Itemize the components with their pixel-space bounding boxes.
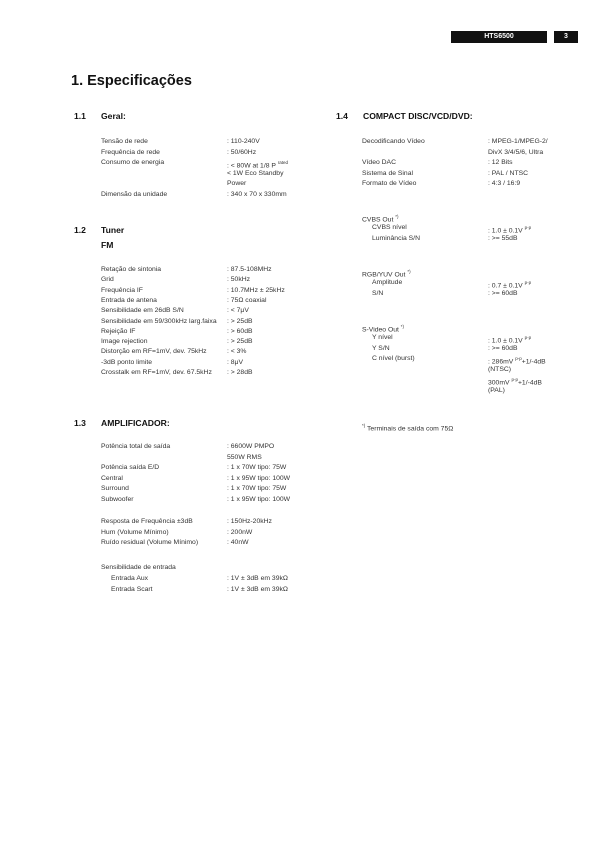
spec-label: -3dB ponto limite bbox=[101, 358, 153, 366]
spec-label: Retação de sintonia bbox=[101, 266, 162, 273]
spec-value: : > 25dB bbox=[227, 338, 253, 346]
spec-value: : 8μV bbox=[227, 358, 244, 366]
spec-label: Image rejection bbox=[101, 338, 148, 346]
spec-label: S/N bbox=[372, 289, 384, 297]
spec-label: Hum (Volume Mínimo) bbox=[101, 528, 169, 536]
spec-value: : 1.0 ± 0.1V $^{p-p}$ bbox=[488, 225, 532, 235]
spec-value: 550W RMS bbox=[227, 453, 262, 461]
spec-label: Frequência IF bbox=[101, 286, 143, 294]
spec-label: Amplitude bbox=[372, 279, 403, 286]
spec-label: C nível (burst) bbox=[372, 355, 415, 362]
spec-label: Subwoofer bbox=[101, 495, 134, 503]
spec-label: Potência saída E/D bbox=[101, 464, 160, 471]
spec-label: Distorção em RF=1mV, dev. 75kHz bbox=[101, 348, 207, 356]
spec-value: : 340 x 70 x 330mm bbox=[227, 190, 287, 198]
spec-value: : 1V ± 3dB em 39kΩ bbox=[227, 585, 288, 593]
spec-label: Sensibilidade em 26dB S/N bbox=[101, 307, 184, 315]
svideo-heading: S-Video Out *) bbox=[362, 324, 405, 334]
spec-value: : 50/60Hz bbox=[227, 148, 257, 156]
spec-value: : 0.7 ± 0.1V $^{p-p}$ bbox=[488, 280, 532, 290]
spec-value: : < 3% bbox=[227, 348, 247, 356]
spec-label: Potência total de saída bbox=[101, 443, 171, 450]
spec-label: Grid bbox=[101, 276, 114, 284]
spec-value: : > 60dB bbox=[227, 327, 253, 335]
peak-to-peak-mark: p-p bbox=[515, 356, 522, 361]
spec-label: Entrada de antena bbox=[101, 296, 157, 304]
spec-label: Crosstalk em RF=1mV, dev. 67.5kHz bbox=[101, 369, 212, 376]
spec-value: : 87.5-108MHz bbox=[227, 266, 272, 273]
spec-value: : 110-240V bbox=[227, 138, 260, 145]
spec-label: Y S/N bbox=[372, 344, 390, 352]
cvbs-heading: CVBS Out *) bbox=[362, 214, 399, 224]
spec-value: (PAL) bbox=[488, 386, 505, 394]
spec-label: Tensão de rede bbox=[101, 138, 148, 145]
spec-label: Y nível bbox=[372, 334, 393, 341]
footnote-mark: *) bbox=[400, 324, 405, 329]
spec-label: Surround bbox=[101, 485, 129, 492]
spec-label: Entrada Aux bbox=[111, 575, 149, 582]
peak-to-peak-mark: p-p bbox=[511, 377, 518, 382]
spec-label: Rejeição IF bbox=[101, 327, 136, 335]
spec-value: : 286mV $^{p-p}$+1/-4dB bbox=[488, 356, 546, 366]
peak-to-peak-mark: p-p bbox=[524, 280, 532, 285]
rated-subscript: rated bbox=[277, 160, 288, 165]
section-number: 1.2 bbox=[74, 225, 86, 235]
page-number: 3 bbox=[554, 31, 578, 43]
section-label: COMPACT DISC/VCD/DVD: bbox=[363, 111, 473, 121]
model-label: HTS6500 bbox=[484, 33, 514, 40]
section-number: 1.1 bbox=[74, 111, 86, 121]
spec-label: Formato de Vídeo bbox=[362, 180, 417, 187]
spec-value: : 1 x 95W tipo: 100W bbox=[227, 495, 291, 503]
spec-label: Dimensão da unidade bbox=[101, 190, 168, 198]
spec-value: : >= 60dB bbox=[488, 344, 518, 352]
footnote-mark: *) bbox=[395, 214, 399, 219]
spec-label: Vídeo DAC bbox=[362, 159, 397, 166]
section-label: Tuner bbox=[101, 225, 125, 235]
spec-value: : < 80W at 1/8 P $^{rated}$ bbox=[227, 160, 288, 170]
spec-value: : 40nW bbox=[227, 539, 249, 546]
spec-value: : >= 55dB bbox=[488, 234, 518, 242]
footnote-mark: *) bbox=[407, 269, 411, 274]
spec-value: : MPEG-1/MPEG-2/ bbox=[488, 138, 548, 145]
spec-value: : 1 x 70W tipo: 75W bbox=[227, 464, 287, 471]
spec-value: Power bbox=[227, 180, 247, 187]
spec-value: : 50kHz bbox=[227, 276, 251, 284]
spec-value: : 1V ± 3dB em 39kΩ bbox=[227, 575, 288, 582]
spec-value: : < 7μV bbox=[227, 307, 249, 315]
section-number: 1.4 bbox=[336, 111, 348, 121]
tolerance-value: +1/-4dB bbox=[517, 379, 542, 387]
spec-label: Decodificando Vídeo bbox=[362, 138, 425, 145]
section-tuner-fm: FM bbox=[101, 240, 114, 250]
spec-label: Central bbox=[101, 474, 123, 482]
peak-to-peak-mark: p-p bbox=[524, 335, 532, 340]
spec-value: : 1 x 95W tipo: 100W bbox=[227, 474, 291, 482]
spec-label: Resposta de Frequência ±3dB bbox=[101, 518, 193, 525]
spec-value: : 200nW bbox=[227, 528, 253, 536]
spec-label: Sensibilidade em 59/300kHz larg.faixa bbox=[101, 317, 217, 325]
spec-value: : 6600W PMPO bbox=[227, 443, 275, 450]
spec-value: : 75Ω coaxial bbox=[227, 296, 267, 304]
spec-label: Consumo de energia bbox=[101, 159, 165, 166]
spec-label: Luminância S/N bbox=[372, 234, 420, 242]
spec-label: Frequência de rede bbox=[101, 148, 160, 156]
spec-value: (NTSC) bbox=[488, 365, 512, 373]
footnote bbox=[362, 423, 453, 432]
section-label: Geral: bbox=[101, 111, 126, 121]
spec-value: : > 25dB bbox=[227, 317, 253, 325]
footnote-mark: *) bbox=[362, 423, 366, 428]
section-label: AMPLIFICADOR: bbox=[101, 418, 170, 428]
spec-value: : >= 60dB bbox=[488, 289, 518, 297]
spec-subheading: Sensibilidade de entrada bbox=[101, 564, 176, 571]
spec-value: : 4:3 / 16:9 bbox=[488, 180, 521, 187]
spec-value: DivX 3/4/5/6, Ultra bbox=[488, 148, 544, 156]
footnote-text: Terminais de saída com 75Ω bbox=[367, 425, 454, 433]
spec-value: : 10.7MHz ± 25kHz bbox=[227, 286, 285, 294]
spec-label: CVBS nível bbox=[372, 224, 407, 231]
spec-label: Ruído residual (Volume Mínimo) bbox=[101, 539, 199, 546]
peak-to-peak-mark: p-p bbox=[524, 225, 532, 230]
spec-label: Entrada Scart bbox=[111, 585, 153, 593]
spec-value: < 1W Eco Standby bbox=[227, 169, 284, 177]
spec-value: : 12 Bits bbox=[488, 159, 513, 166]
spec-value: 300mV $^{p-p}$+1/-4dB bbox=[488, 377, 542, 387]
spec-value: : PAL / NTSC bbox=[488, 169, 529, 177]
tolerance-value: +1/-4dB bbox=[521, 358, 546, 366]
spec-value: : 1 x 70W tipo: 75W bbox=[227, 485, 287, 492]
page-title: 1. Especificações bbox=[71, 73, 192, 89]
spec-value: : 150Hz-20kHz bbox=[227, 518, 272, 525]
spec-value: : > 28dB bbox=[227, 369, 253, 376]
section-number: 1.3 bbox=[74, 418, 86, 428]
spec-value: : 1.0 ± 0.1V $^{p-p}$ bbox=[488, 335, 532, 345]
spec-label: Sistema de Sinal bbox=[362, 169, 414, 177]
rgb-heading: RGB/YUV Out *) bbox=[362, 269, 411, 279]
